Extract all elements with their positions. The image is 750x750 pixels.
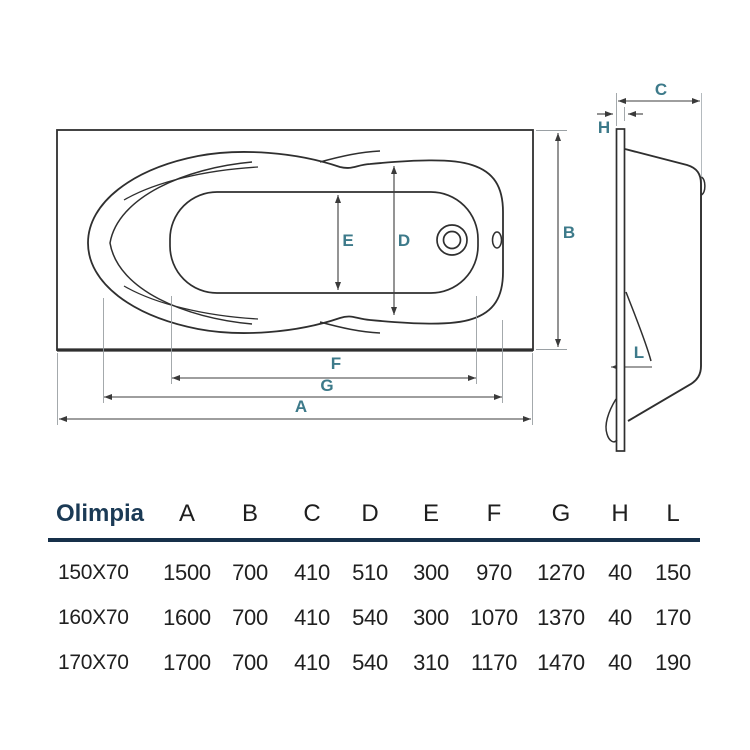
dim-label-b: B	[562, 223, 576, 242]
value-c: 410	[294, 604, 330, 630]
value-d: 540	[352, 649, 388, 675]
dim-label-a: A	[294, 397, 308, 416]
col-header-g: G	[551, 500, 571, 527]
dim-label-d: D	[397, 231, 411, 250]
value-b: 700	[232, 559, 268, 585]
value-b: 700	[232, 649, 268, 675]
table-separator	[48, 538, 700, 542]
value-e: 300	[413, 604, 449, 630]
value-a: 1500	[163, 559, 211, 585]
value-d: 540	[352, 604, 388, 630]
value-e: 300	[413, 559, 449, 585]
value-h: 40	[608, 604, 632, 630]
value-c: 410	[294, 649, 330, 675]
value-b: 700	[232, 604, 268, 630]
table-row	[48, 595, 704, 640]
tub-outer-contour	[88, 152, 503, 333]
col-header-b: B	[241, 500, 258, 527]
dim-label-h: H	[597, 118, 611, 137]
side-foot-curve	[606, 399, 617, 442]
col-header-f: F	[486, 500, 502, 527]
table-row	[48, 550, 704, 595]
side-view-dim-labels	[598, 80, 667, 362]
product-name: Olimpia	[56, 500, 145, 527]
value-l: 190	[655, 649, 691, 675]
dim-label-f: F	[330, 354, 342, 373]
value-f: 1170	[470, 649, 518, 675]
value-e: 310	[413, 649, 449, 675]
size-label: 160X70	[58, 605, 129, 629]
drain-inner-circle	[444, 232, 461, 249]
overflow-hole	[493, 232, 502, 248]
value-a: 1600	[163, 604, 211, 630]
value-g: 1470	[537, 649, 585, 675]
waist-crossing-line-bottom	[320, 322, 380, 333]
dimension-table	[48, 492, 704, 685]
col-header-a: A	[178, 500, 195, 527]
side-view	[597, 93, 705, 451]
dim-label-e: E	[342, 231, 354, 250]
value-d: 510	[352, 559, 388, 585]
value-g: 1270	[537, 559, 585, 585]
value-l: 170	[655, 604, 691, 630]
value-g: 1370	[537, 604, 585, 630]
col-header-e: E	[422, 500, 439, 527]
value-h: 40	[608, 649, 632, 675]
table-row	[48, 640, 704, 685]
tub-basin	[170, 192, 478, 293]
drain-outer-circle	[437, 225, 467, 255]
tub-side-profile	[625, 149, 701, 421]
rim-inner-line	[110, 162, 252, 324]
col-header-l: L	[666, 500, 680, 527]
side-overflow-bump	[702, 177, 705, 195]
value-f: 1070	[470, 604, 518, 630]
top-view	[57, 130, 533, 350]
dim-label-c: C	[654, 80, 668, 99]
dim-label-g: G	[320, 376, 334, 395]
col-header-h: H	[611, 500, 629, 527]
rim-fold-line-top	[124, 167, 258, 200]
col-header-c: C	[303, 500, 321, 527]
waist-crossing-line-top	[320, 151, 380, 162]
size-label: 150X70	[58, 560, 129, 584]
value-f: 970	[476, 559, 512, 585]
value-a: 1700	[163, 649, 211, 675]
dim-label-l: L	[633, 343, 645, 362]
value-h: 40	[608, 559, 632, 585]
value-l: 150	[655, 559, 691, 585]
table-body	[48, 550, 704, 685]
size-label: 170X70	[58, 650, 129, 674]
value-c: 410	[294, 559, 330, 585]
table-header-row	[48, 492, 704, 536]
col-header-d: D	[361, 500, 379, 527]
side-panel-strip	[617, 129, 625, 451]
